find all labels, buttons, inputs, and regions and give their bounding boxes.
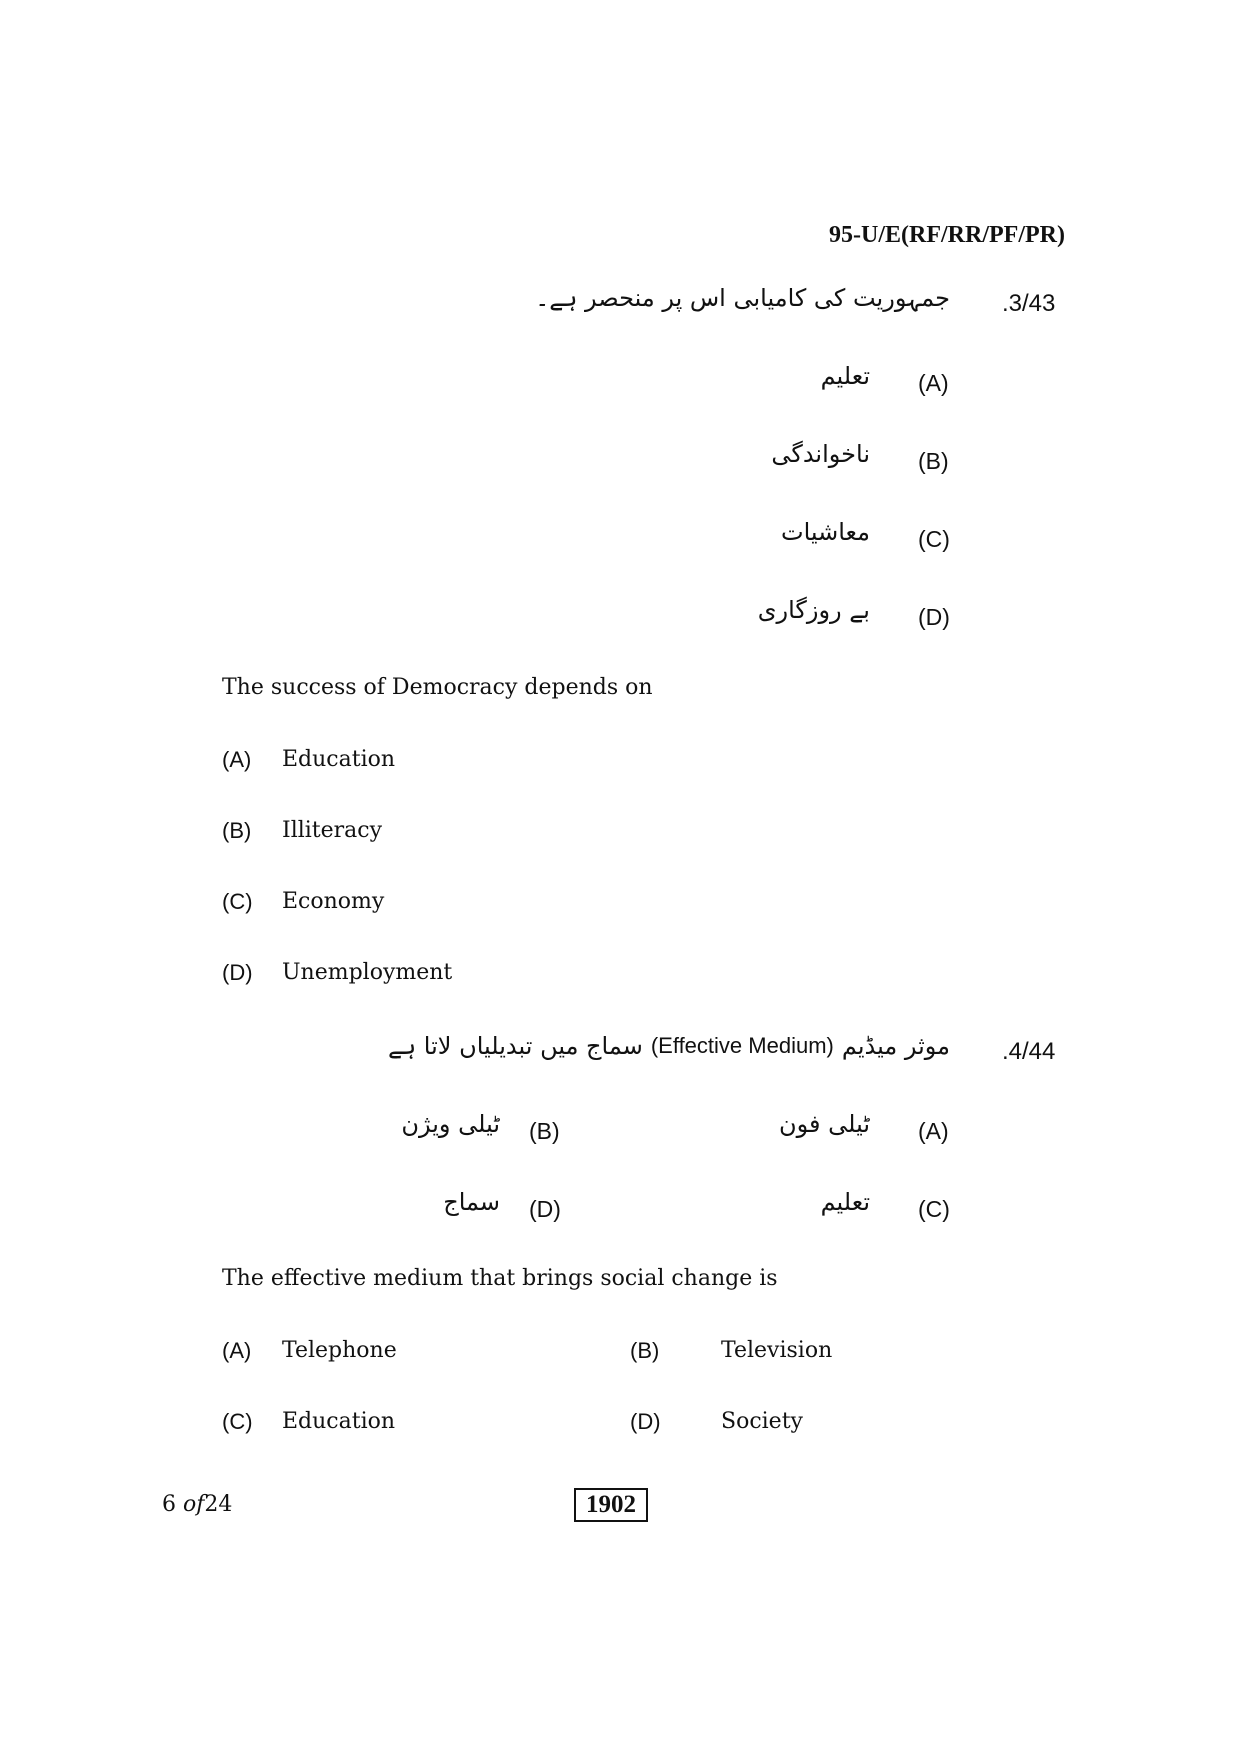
urdu-question-pre: موثر میڈیم [841, 1032, 950, 1060]
urdu-option-label: (C) [918, 526, 950, 552]
urdu-question [388, 1032, 950, 1060]
urdu-option-text: تعلیم [820, 362, 870, 390]
option-text: Telephone [282, 1338, 397, 1363]
option-label: (B) [222, 818, 252, 843]
option-text: Education [282, 747, 396, 772]
urdu-option-label: (A) [918, 370, 949, 396]
urdu-option-text: ناخواندگی [771, 440, 870, 468]
english-question: The effective medium that brings social change is [222, 1266, 778, 1291]
urdu-option-text: ٹیلی فون [779, 1110, 870, 1138]
page-current: 6 [162, 1492, 176, 1517]
urdu-question: جمہوریت کی کامیابی اس پر منحصر ہے۔ [535, 284, 950, 312]
urdu-option-label: (D) [918, 604, 950, 630]
urdu-option-text: تعلیم [820, 1188, 870, 1216]
page-number [162, 1492, 232, 1517]
urdu-option-text: سماج [443, 1188, 500, 1216]
urdu-option-label: (B) [918, 448, 949, 474]
option-label: (C) [222, 889, 253, 914]
page-total: 24 [204, 1492, 233, 1517]
urdu-option-text: بے روزگاری [757, 596, 870, 624]
question-number: .3/43 [1002, 290, 1056, 317]
urdu-option-text: معاشیات [780, 518, 870, 546]
option-label: (D) [222, 960, 253, 985]
option-label: (B) [630, 1338, 660, 1363]
page-of: of [183, 1492, 205, 1517]
english-question: The success of Democracy depends on [222, 675, 653, 700]
urdu-question-post: سماج میں تبدیلیاں لاتا ہے [388, 1032, 643, 1060]
urdu-option-label: (C) [918, 1196, 950, 1222]
option-text: Economy [282, 889, 385, 914]
paper-code: 95-U/E(RF/RR/PF/PR) [829, 222, 1065, 248]
option-text: Society [721, 1409, 803, 1434]
urdu-option-label: (D) [529, 1196, 561, 1222]
urdu-option-label: (B) [529, 1118, 560, 1144]
option-label: (C) [222, 1409, 253, 1434]
urdu-option-text: ٹیلی ویژن [401, 1110, 500, 1138]
option-label: (D) [630, 1409, 661, 1434]
option-text: Education [282, 1409, 396, 1434]
urdu-question-english-term: (Effective Medium) [650, 1033, 834, 1058]
option-label: (A) [222, 747, 252, 772]
option-text: Illiteracy [282, 818, 383, 843]
question-number: .4/44 [1002, 1038, 1056, 1065]
urdu-option-label: (A) [918, 1118, 949, 1144]
footer-code-box: 1902 [574, 1488, 648, 1522]
option-text: Unemployment [282, 960, 453, 985]
option-label: (A) [222, 1338, 252, 1363]
option-text: Television [721, 1338, 833, 1363]
